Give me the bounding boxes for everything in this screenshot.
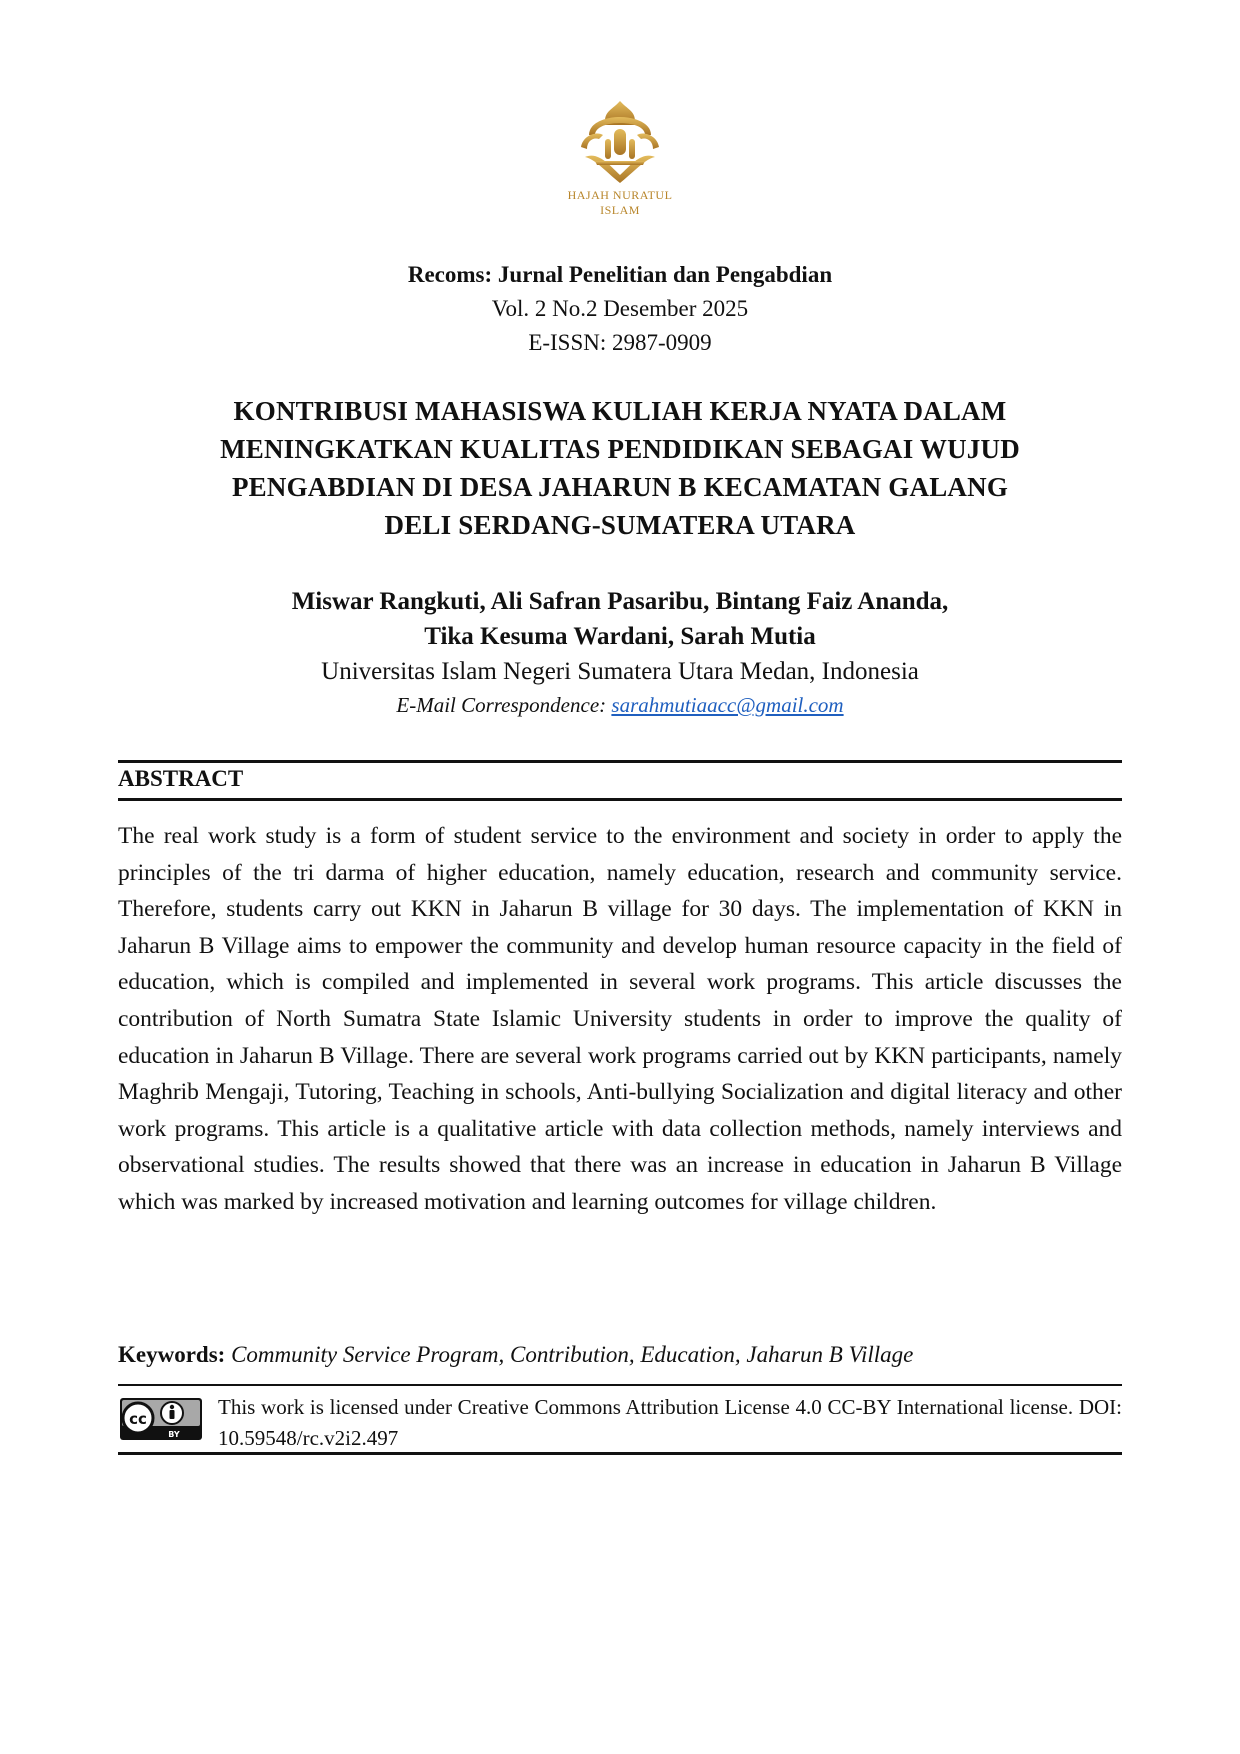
abstract-text: The real work study is a form of student service to the environment and society in order to apply the principles of the tri darma of higher education, namely education, research and community service. Therefore, students carry out KKN in Jaharun B village for 30 days. The implementation of KKN in Jaharun B Village aims to empower the community and develop human resource capacity in the field of education, which is compiled and implemented in several work programs. This article discusses the contribution of North Sumatra State Islamic University students in order to improve the quality of education in Jaharun B Village. There are several work programs carried out by KKN participants, namely Maghrib Mengaji, Tutoring, Teaching in schools, Anti-bullying Socialization and digital literacy and other work programs. This article is a qualitative article with data collection methods, namely interviews and observational studies. The results showed that there was an increase in education in Jaharun B Village which was marked by increased motivation and learning outcomes for village children. [118,823,1122,1215]
email-label: E-Mail Correspondence: [396,693,612,717]
article-title [140,392,1100,544]
author-block [0,584,1240,720]
author-names-line2: Tika Kesuma Wardani, Sarah Mutia [424,623,816,650]
license-text: This work is licensed under Creative Commons Attribution License 4.0 CC-BY International license. DOI: 10.59548/rc.v2i2.497 [218,1395,1122,1450]
abstract-heading-rule [118,798,1122,801]
abstract-body [118,818,1122,1221]
keywords [118,1339,1122,1371]
keywords-label: Keywords: [118,1342,226,1367]
logo-text-line2: ISLAM [600,203,640,217]
license-top-rule [118,1384,1122,1386]
author-affiliation: Universitas Islam Negeri Sumatera Utara Medan, Indonesia [321,658,919,685]
journal-issn: E-ISSN: 2987-0909 [528,330,712,355]
email-link[interactable]: sarahmutiaacc@gmail.com [611,693,844,717]
journal-name: Recoms: Jurnal Penelitian dan Pengabdian [407,262,833,287]
journal-logo [560,95,680,217]
logo-text-line1: HAJAH NURATUL [567,188,673,202]
journal-header [0,258,1240,360]
abstract-heading: ABSTRACT [118,766,244,791]
mosque-emblem-icon [575,95,665,187]
cc-by-badge[interactable] [120,1398,202,1440]
title-line: PENGABDIAN DI DESA JAHARUN B KECAMATAN GALANG [231,472,1009,502]
keywords-list: Community Service Program, Contribution, Education, Jaharun B Village [231,1342,914,1367]
cc-by-graphic [120,1398,202,1440]
author-names-line1: Miswar Rangkuti, Ali Safran Pasaribu, Bintang Faiz Ananda, [291,588,949,615]
license-bottom-rule [118,1452,1122,1455]
journal-volume: Vol. 2 No.2 Desember 2025 [491,296,749,321]
svg-text:BY: BY [168,1430,180,1439]
svg-text:cc: cc [129,1410,147,1428]
abstract-top-rule [118,760,1122,763]
correspondence-line [0,690,1240,720]
title-line: DELI SERDANG-SUMATERA UTARA [384,510,856,540]
title-line: MENINGKATKAN KUALITAS PENDIDIKAN SEBAGAI WUJUD [220,434,1020,464]
title-line: KONTRIBUSI MAHASISWA KULIAH KERJA NYATA DALAM [233,396,1007,426]
